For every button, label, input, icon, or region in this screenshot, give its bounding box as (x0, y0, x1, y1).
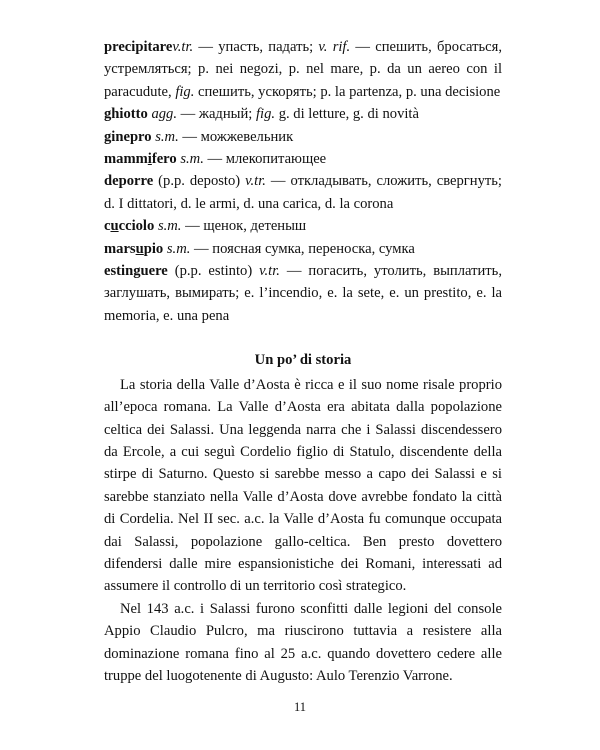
headword: precipitare (104, 39, 173, 55)
history-paragraph-1: La storia della Valle d’Aosta è ricca e il suo nome risale proprio all’epoca romana. La Valle d’Aosta era abitata dalla popolazione celtica dei Salassi. Una leggenda narra che i Salassi discendessero da Ercole, a cui seguì Cordelio figlio di Statulo, discendente della stirpe di Saturno. Questo si sarebbe messo a capo dei Salassi e si sarebbe stanziato nella Valle d’Aosta dove avrebbe fondato la città di Cordelia. Nel II sec. a.c. la Valle d’Aosta fu comunque occupata dai Salassi, popolazione gallo-celtica. Ben presto dovettero difendersi dalle mire espansionistiche dei Romani, interessati ad assumere il controllo di un territorio così strategico. (104, 376, 502, 595)
page-number: 11 (293, 700, 307, 714)
glossary-entry-deporre (104, 170, 502, 215)
glossary-entry-mammifero (104, 148, 502, 170)
grammar-label: s.m. (157, 218, 182, 235)
definition: — жадный; (176, 106, 256, 123)
grammar-label: s.m. (155, 128, 179, 145)
glossary-entry-marsupio (104, 238, 502, 260)
headword: deporre (104, 173, 154, 190)
glossary-entry-precipitare (104, 36, 502, 103)
definition: — откладывать, сложить, свергнуть; d. I dittatori, d. le armi, d. una carica, d. la corona (104, 173, 502, 212)
headword: estinguere (104, 263, 168, 280)
definition: — млекопитающее (203, 151, 327, 168)
definition: — спешить, бросаться, устремляться; p. nei negozi, p. nel mare, p. da un aereo con il paracudute, (104, 39, 502, 100)
glossary (104, 36, 502, 327)
grammar-label: fig. (256, 106, 276, 123)
history-paragraph-2: Nel 143 a.c. i Salassi furono sconfitti dalle legioni del console Appio Claudio Pulcro, ma riuscirono tuttavia a resistere alla dominazione romana fino al 25 a.c. quando dovettero cedere alle truppe del luogotenente di Augusto: Aulo Terenzio Varrone. (104, 600, 502, 684)
grammar-label: v. rif. (318, 39, 351, 55)
glossary-entry-cucciolo (104, 215, 502, 237)
stress-mark: i (147, 151, 152, 168)
definition: — поясная сумка, переноска, сумка (190, 240, 415, 257)
grammar-label: s.m. (180, 151, 204, 168)
glossary-entry-ginepro (104, 126, 502, 148)
definition: — щенок, детеныш (181, 218, 307, 235)
section-title: Un po’ di storia (254, 352, 352, 369)
grammar-label: s.m. (166, 240, 191, 257)
glossary-entry-estinguere (104, 260, 502, 327)
stress-mark: u (110, 218, 119, 235)
grammar-label: agg. (151, 106, 177, 123)
grammar-label: v.tr. (172, 39, 194, 55)
grammar-label: v.tr. (259, 263, 280, 280)
headword: marsupio (104, 240, 164, 257)
headword: ginepro (104, 128, 152, 145)
headword: ghiotto (104, 106, 148, 123)
definition: g. di letture, g. di novità (275, 106, 419, 123)
headword: cucciolo (104, 218, 155, 235)
grammar-label: fig. (175, 83, 195, 100)
glossary-entry-ghiotto (104, 103, 502, 125)
definition: — погасить, утолить, выплатить, заглушать, вымирать; e. l’incendio, e. la sete, e. un prestito, e. la memoria, e. una pena (104, 263, 502, 324)
grammar-label: v.tr. (245, 173, 266, 190)
definition: — можжевельник (178, 128, 294, 145)
definition: — упасть, падать; (193, 39, 319, 55)
definition: спешить, ускорять; p. la partenza, p. una decisione (194, 83, 501, 100)
participle-form: (p.p. deposto) (153, 173, 246, 190)
page-content (104, 36, 502, 687)
participle-form: (p.p. estinto) (167, 263, 260, 280)
headword: mammifero (104, 151, 177, 168)
stress-mark: u (135, 240, 144, 257)
